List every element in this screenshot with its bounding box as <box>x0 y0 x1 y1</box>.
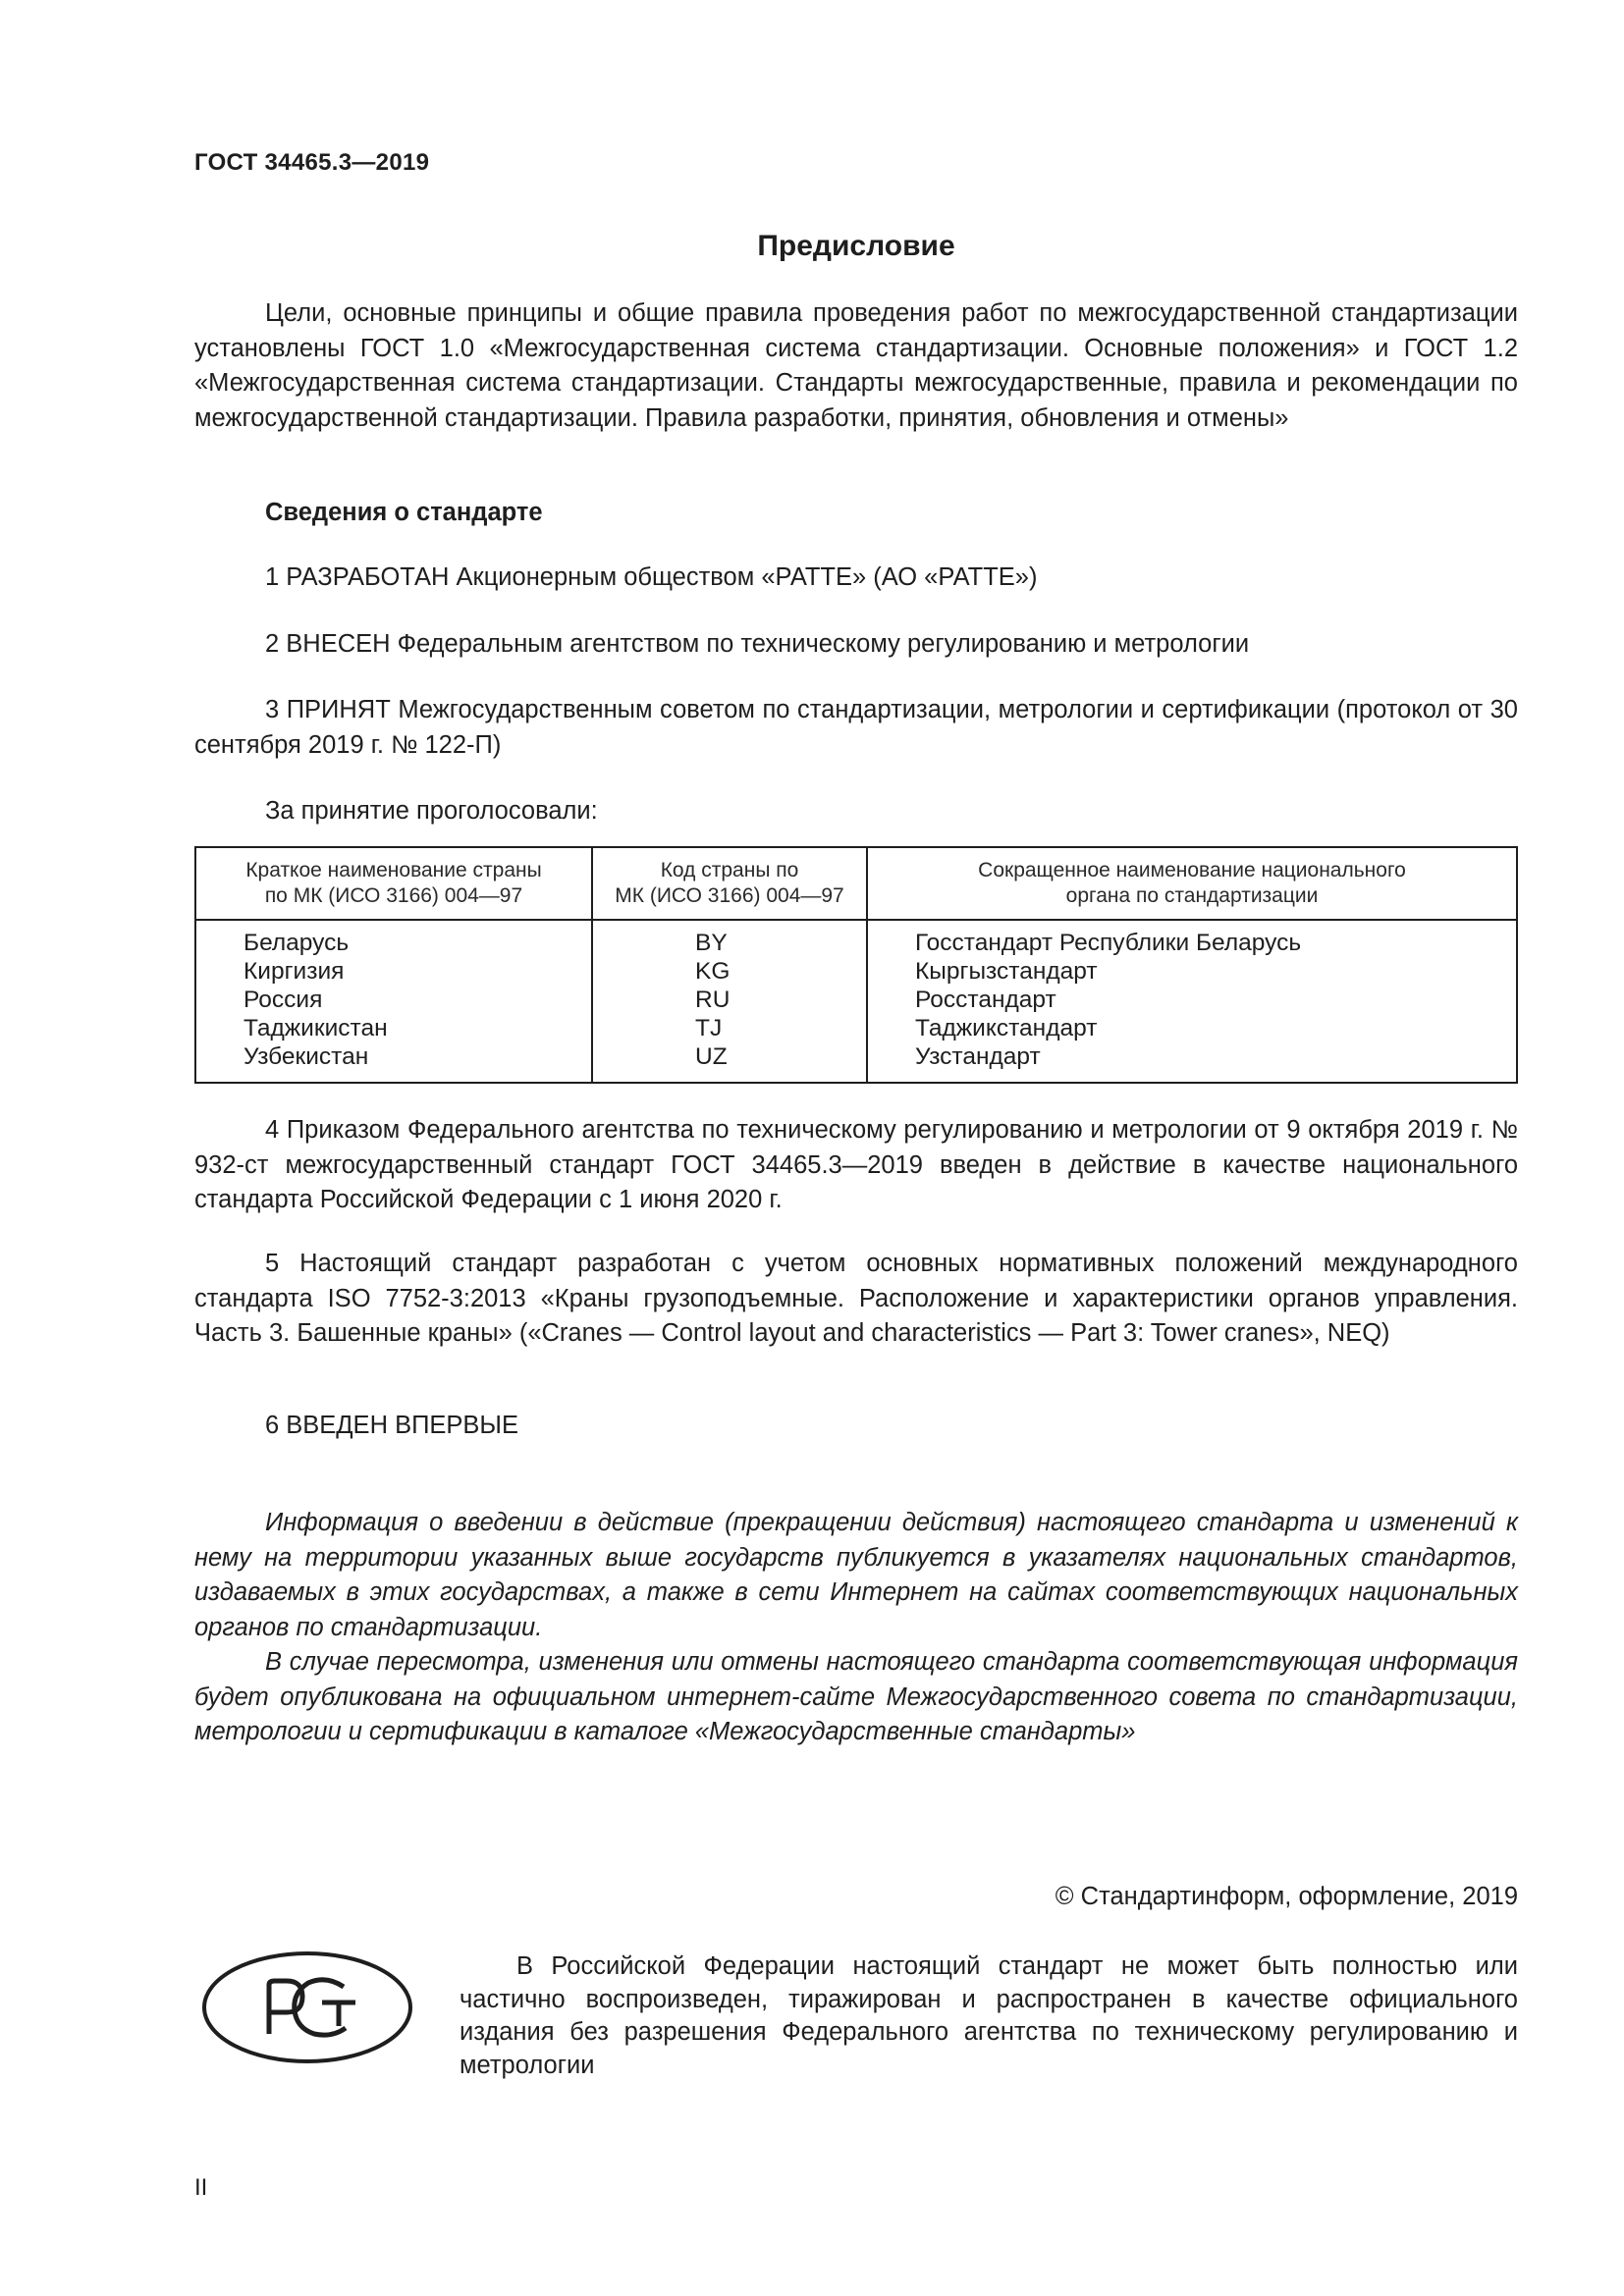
cell-code: BY <box>695 930 728 956</box>
cell-country: Россия <box>244 987 323 1013</box>
item-basis-text: 5 Настоящий стандарт разработан с учетом основных нормативных положений международного стандарта ISO 7752-3:2013 «Краны грузоподъемные. Расположение и характеристики органов управления. Часть 3. Башенные краны» («Cranes — Control layout and characteristics — Part 3: Tower cranes», NEQ) <box>194 1250 1518 1347</box>
voting-table <box>194 846 1518 1084</box>
header-country-code-line1: Код страны по <box>660 859 799 881</box>
intro-text: Цели, основные принципы и общие правила проведения работ по межгосударственной стандартизации установлены ГОСТ 1.0 «Межгосударственная система стандартизации. Основные положения» и ГОСТ 1.2 «Межгосударственная система стандартизации. Стандарты межгосударственные, правила и рекомендации по межгосударственной стандартизации. Правила разработки, принятия, обновления и отмены» <box>194 299 1518 432</box>
section-heading: Сведения о стандарте <box>265 499 543 526</box>
cell-code: KG <box>695 958 731 985</box>
info-paragraph-2 <box>194 1645 1518 1750</box>
cell-code: TJ <box>695 1015 723 1041</box>
header-body-line1: Сокращенное наименование национального <box>978 859 1406 881</box>
item-enacted <box>194 1113 1518 1218</box>
info-text-2: В случае пересмотра, изменения или отмены настоящего стандарта соответствующая информация будет опубликована на официальном интернет-сайте Межгосударственного совета по стандартизации, метрологии и сертификации в каталоге «Межгосударственные стандарты» <box>194 1648 1518 1745</box>
item-basis <box>194 1247 1518 1352</box>
cell-code: UZ <box>695 1043 728 1070</box>
header-country-name-line1: Краткое наименование страны <box>245 859 542 881</box>
page-number: II <box>194 2174 208 2201</box>
cell-body: Кыргызстандарт <box>915 958 1098 985</box>
item-adopted-text: 3 ПРИНЯТ Межгосударственным советом по стандартизации, метрологии и сертификации (протокол от 30 сентября 2019 г. № 122-П) <box>194 696 1518 759</box>
header-country-code-line2: МК (ИСО 3166) 004—97 <box>615 884 844 907</box>
cell-country: Таджикистан <box>244 1015 388 1041</box>
cell-code: RU <box>695 987 731 1013</box>
cell-body: Росстандарт <box>915 987 1056 1013</box>
item-adopted <box>194 693 1518 763</box>
info-text-1: Информация о введении в действие (прекращении действия) настоящего стандарта и изменений к нему на территории указанных выше государств публикуется в указателях национальных стандартов, издаваемых в этих государствах, а также в сети Интернет на сайтах соответствующих национальных органов по стандартизации. <box>194 1509 1518 1641</box>
document-id: ГОСТ 34465.3—2019 <box>194 149 430 176</box>
page-title: Предисловие <box>757 230 955 262</box>
voted-label: За принятие проголосовали: <box>265 797 598 825</box>
cell-country: Узбекистан <box>244 1043 369 1070</box>
document-page <box>194 0 1518 2296</box>
reproduction-notice-text: В Российской Федерации настоящий стандарт не может быть полностью или частично воспроизведен, тиражирован и распространен в качестве официального издания без разрешения Федерального агентства по техническому регулированию и метрологии <box>460 1952 1518 2079</box>
header-standards-body <box>868 858 1516 909</box>
header-country-name <box>196 858 591 909</box>
header-body-line2: органа по стандартизации <box>1065 884 1319 907</box>
cell-body: Госстандарт Республики Беларусь <box>915 930 1302 956</box>
header-country-code <box>593 858 866 909</box>
cell-country: Киргизия <box>244 958 345 985</box>
item-introduced: 6 ВВЕДЕН ВПЕРВЫЕ <box>265 1412 519 1439</box>
item-developed: 1 РАЗРАБОТАН Акционерным обществом «РАТТЕ» (АО «РАТТЕ») <box>265 563 1038 591</box>
copyright-line: © Стандартинформ, оформление, 2019 <box>1055 1883 1518 1910</box>
item-submitted: 2 ВНЕСЕН Федеральным агентством по техническому регулированию и метрологии <box>265 630 1250 658</box>
rst-certification-seal-icon <box>200 1949 414 2065</box>
intro-paragraph <box>194 296 1518 436</box>
header-country-name-line2: по МК (ИСО 3166) 004—97 <box>264 884 523 907</box>
cell-body: Таджикстандарт <box>915 1015 1098 1041</box>
cell-body: Узстандарт <box>915 1043 1041 1070</box>
reproduction-notice <box>460 1950 1518 2082</box>
cell-country: Беларусь <box>244 930 350 956</box>
item-enacted-text: 4 Приказом Федерального агентства по техническому регулированию и метрологии от 9 октября 2019 г. № 932-ст межгосударственный стандарт ГОСТ 34465.3—2019 введен в действие в качестве национального стандарта Российской Федерации с 1 июня 2020 г. <box>194 1116 1518 1213</box>
info-paragraph-1 <box>194 1506 1518 1645</box>
